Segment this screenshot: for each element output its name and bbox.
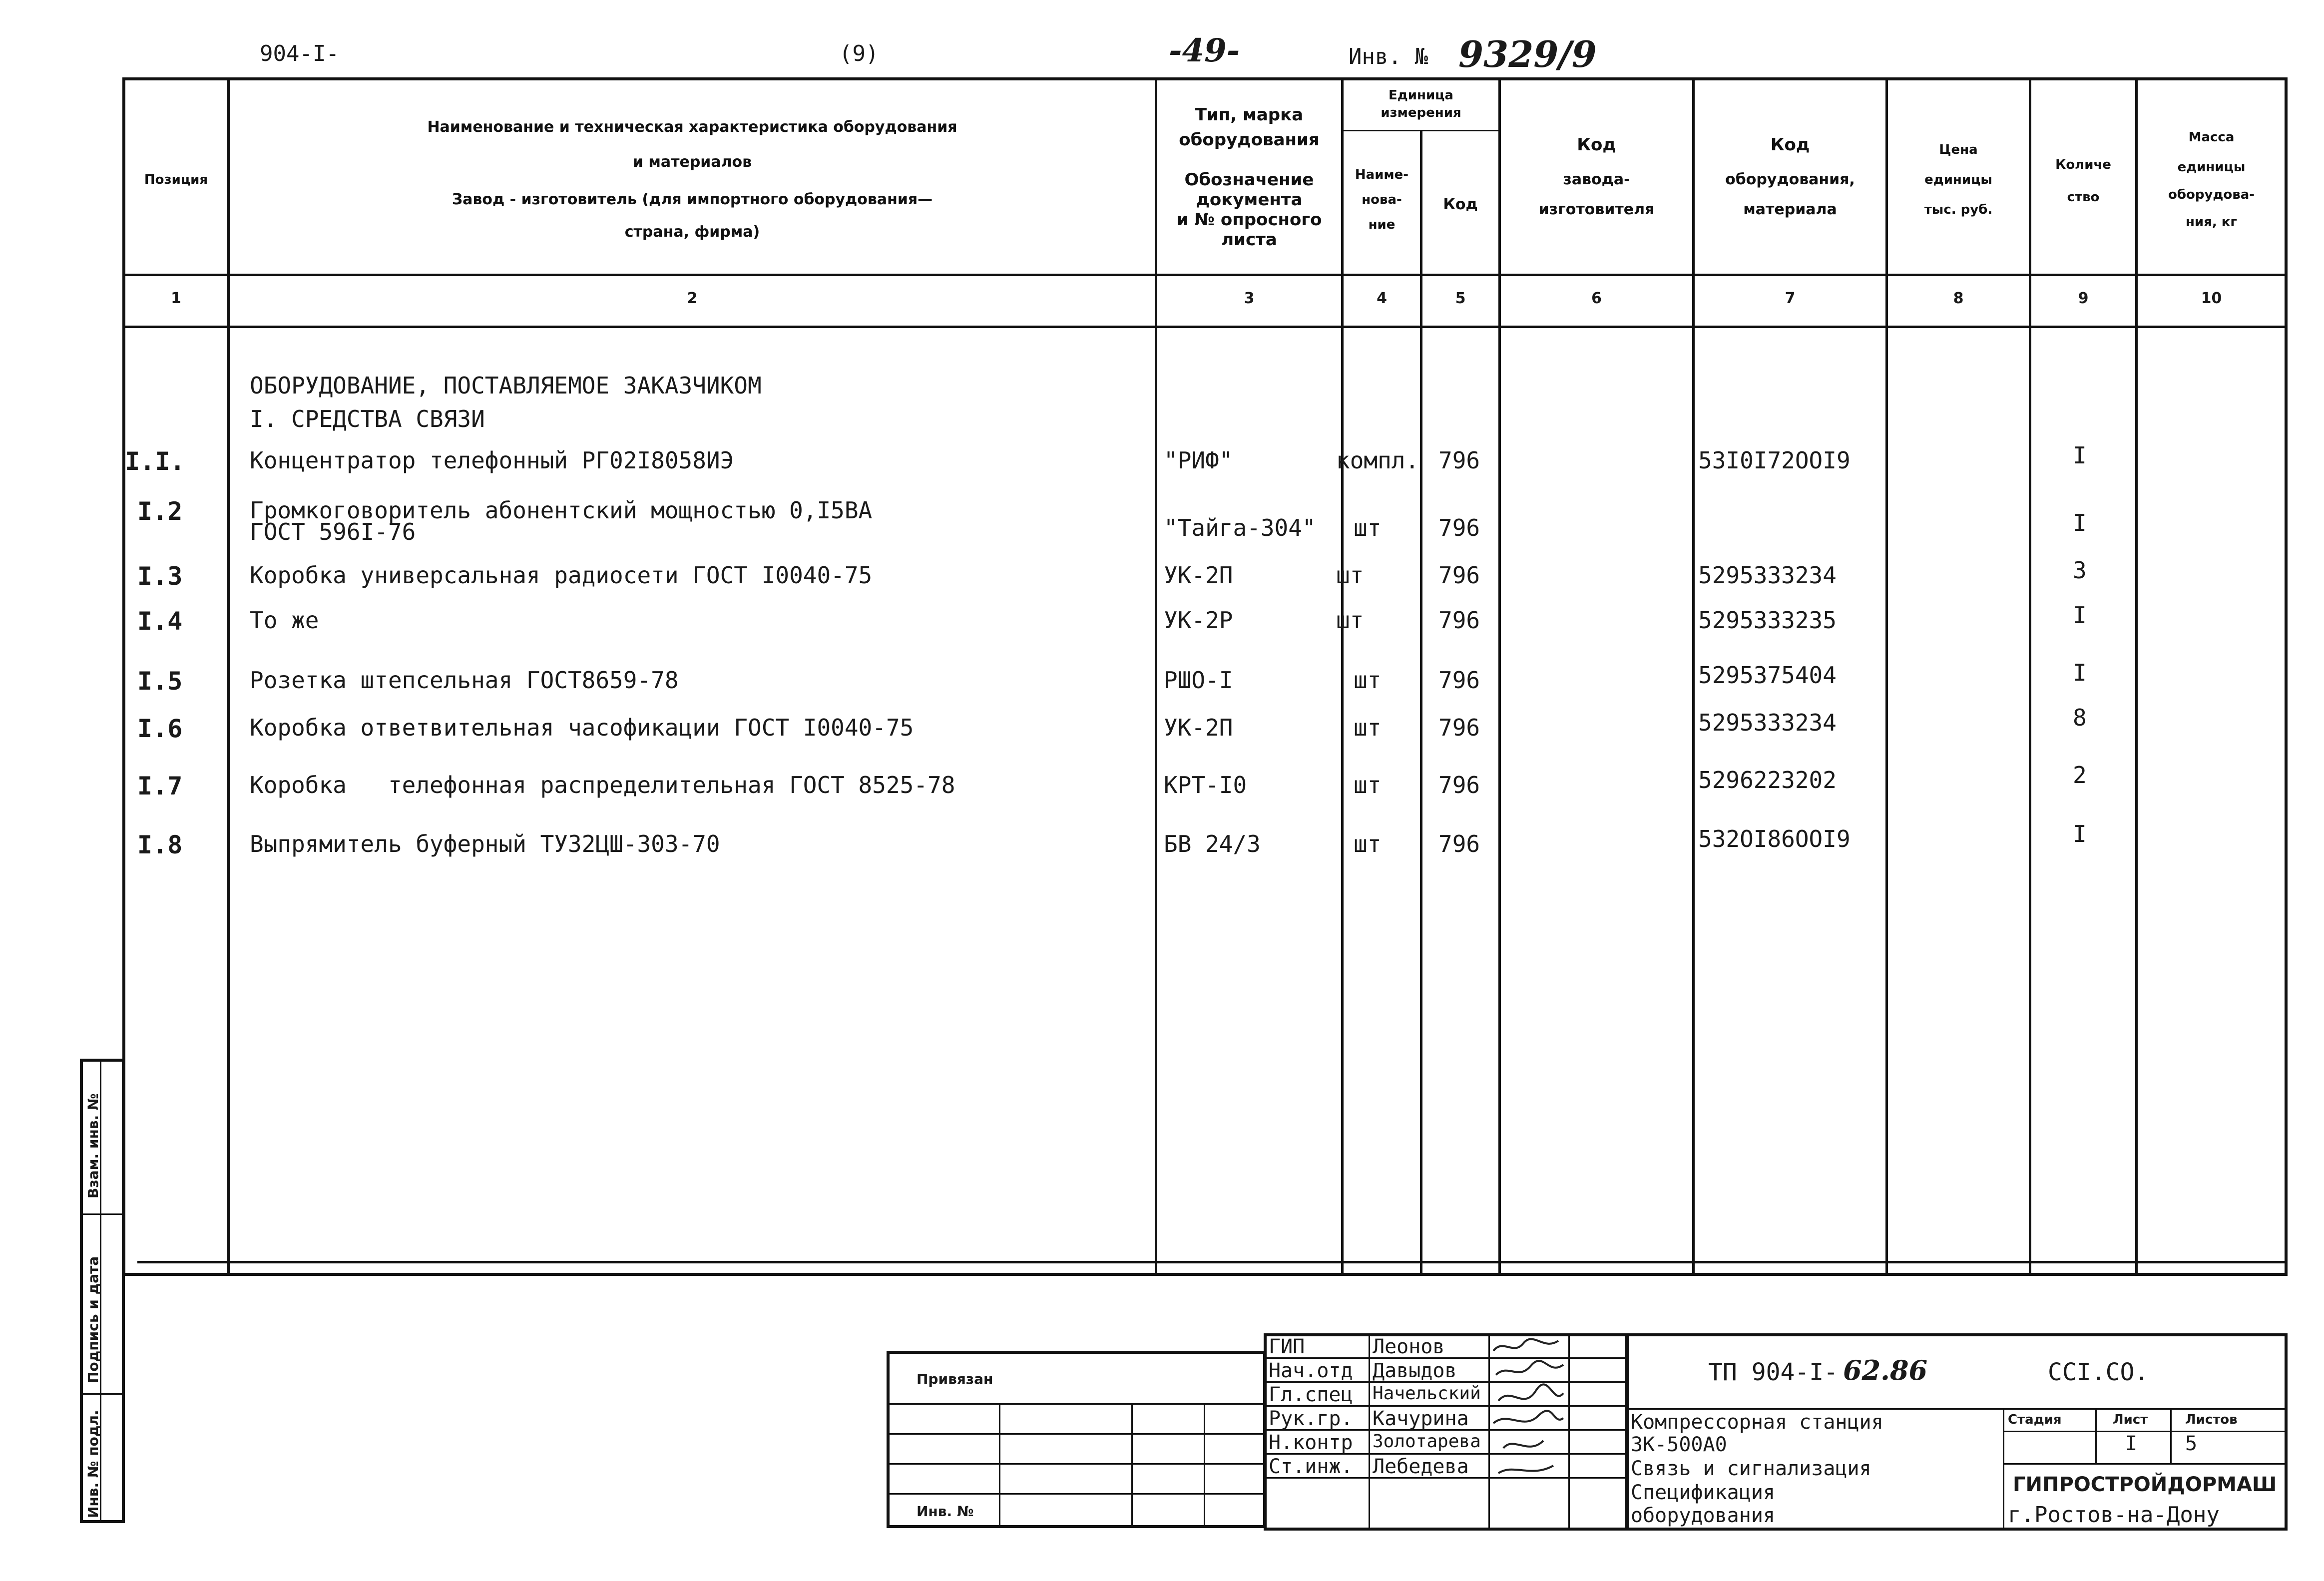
row-equip-code: 5296223202 [1698, 767, 1837, 793]
sign-row-line [1266, 1357, 1626, 1359]
row-qty: I [2073, 509, 2087, 536]
inv-label: Инв. № [1349, 44, 1428, 69]
col-line [1341, 80, 1344, 1273]
header-equip-code-l1: Код [1770, 135, 1810, 155]
row-unit-code: 796 [1438, 562, 1480, 589]
row-name: Коробка телефонная распределительная ГОСТ 8525-78 [250, 772, 955, 798]
header-name-l2: и материалов [632, 153, 752, 171]
side-divider [82, 1213, 125, 1215]
binding-label: Привязан [917, 1371, 993, 1387]
colnum: 2 [687, 290, 698, 307]
row-unit-code: 796 [1438, 667, 1480, 694]
colnum: 8 [1953, 290, 1964, 307]
header-equip-code-l3: материала [1743, 201, 1837, 218]
col-line [1498, 80, 1501, 1273]
doc-hand-number: 62.86 [1843, 1354, 1928, 1386]
title-divider [2170, 1409, 2172, 1463]
row-equip-code: 5295375404 [1698, 662, 1837, 689]
doc-code: CCI.CO. [2048, 1358, 2149, 1386]
col-line [2135, 80, 2138, 1273]
binding-divider [889, 1493, 1264, 1495]
sheet-label: Лист [2113, 1412, 2148, 1427]
row-unit: шт [1354, 830, 1382, 857]
sign-role: Рук.гр. [1269, 1407, 1353, 1430]
inv-number: 9329/9 [1458, 33, 1597, 75]
sign-name: Давыдов [1373, 1359, 1457, 1382]
header-unit-name-l2: нова- [1362, 192, 1402, 207]
header-type-l5: и № опросного [1176, 210, 1322, 230]
row-type: КРТ-I0 [1164, 772, 1247, 798]
org-name: ГИПРОСТРОЙДОРМАШ [2013, 1473, 2277, 1496]
header-mass-l4: ния, кг [2185, 215, 2238, 230]
colnum: 3 [1244, 290, 1255, 307]
row-unit: шт [1354, 667, 1382, 694]
header-factory-code-l3: изготовителя [1538, 201, 1655, 218]
sheet-paren: (9) [839, 41, 879, 66]
header-name-l1: Наименование и техническая характеристика оборудования [427, 118, 957, 136]
unit-header-line [1344, 130, 1498, 131]
header-mass-l3: оборудова- [2168, 187, 2255, 202]
header-qty-l1: Количе [2055, 157, 2111, 172]
colnum-bottom-line [125, 326, 2285, 328]
header-unit-name-l1: Наиме- [1355, 167, 1409, 182]
header-factory-code-l2: завода- [1563, 171, 1630, 188]
header-price-l1: Цена [1939, 142, 1978, 157]
col-line [2029, 80, 2031, 1273]
row-unit: шт [1336, 607, 1364, 634]
colnum: 9 [2078, 290, 2089, 307]
row-type: "РИФ" [1164, 447, 1233, 474]
header-qty-l2: ство [2067, 190, 2100, 205]
header-unit-l2: измерения [1381, 105, 1461, 120]
header-unit-name-l3: ние [1368, 217, 1395, 232]
row-equip-code: 532OI86OOI9 [1698, 825, 1851, 852]
colnum: 5 [1455, 290, 1466, 307]
binding-divider [889, 1463, 1264, 1465]
title-divider [1628, 1408, 2285, 1410]
row-qty: 3 [2073, 557, 2087, 584]
doc-title-l4: Спецификация [1631, 1481, 1775, 1504]
row-name: То же [250, 607, 319, 634]
header-name-l4: страна, фирма) [624, 223, 760, 241]
row-name: Коробка универсальная радиосети ГОСТ I0040-75 [250, 562, 873, 589]
doc-title-l1: Компрессорная станция [1631, 1411, 1883, 1434]
title-divider [2004, 1431, 2285, 1432]
sign-role: Н.контр [1269, 1431, 1353, 1454]
row-qty: 8 [2073, 704, 2087, 731]
row-unit: шт [1354, 714, 1382, 741]
row-equip-code: 5295333235 [1698, 607, 1837, 634]
colnum: 7 [1785, 290, 1796, 307]
col-line [227, 80, 230, 1273]
org-city: г.Ростов-на-Дону [2008, 1502, 2220, 1528]
sign-name: Леонов [1373, 1335, 1445, 1358]
sheet-value: I [2125, 1432, 2138, 1455]
row-position: I.8 [137, 830, 183, 859]
header-unit-l1: Единица [1389, 88, 1453, 103]
colnum: 6 [1591, 290, 1602, 307]
row-type: БВ 24/3 [1164, 830, 1261, 857]
header-equip-code-l2: оборудования, [1725, 171, 1855, 188]
row-qty: 2 [2073, 762, 2087, 789]
header-factory-code-l1: Код [1577, 135, 1616, 155]
sign-divider [1369, 1336, 1370, 1528]
side-label-replace-inv: Взам. инв. № [85, 1093, 101, 1198]
row-unit-code: 796 [1438, 607, 1480, 634]
body-bottom-line [137, 1261, 2285, 1263]
sign-role: Ст.инж. [1269, 1455, 1353, 1478]
row-unit: шт [1354, 772, 1382, 798]
title-divider [2003, 1409, 2004, 1528]
row-position: I.7 [137, 772, 183, 800]
side-label-signature-date: Подпись и дата [85, 1256, 101, 1383]
row-position: I.4 [137, 607, 183, 636]
row-position: I.5 [137, 667, 183, 696]
col-line [1155, 80, 1157, 1273]
row-unit-code: 796 [1438, 772, 1480, 798]
side-divider [82, 1393, 125, 1395]
doc-title-l2: 3К-500А0 [1631, 1433, 1727, 1456]
row-position: I.2 [137, 497, 183, 526]
row-qty: I [2073, 602, 2087, 629]
row-name: Розетка штепсельная ГОСТ8659-78 [250, 667, 679, 694]
series-number: 904-I- [260, 41, 339, 66]
sign-name: Начельский [1373, 1383, 1481, 1404]
binding-inv-label: Инв. № [917, 1503, 974, 1520]
header-price-l2: единицы [1924, 172, 1992, 187]
sign-name: Золотарева [1373, 1431, 1481, 1452]
row-unit-code: 796 [1438, 714, 1480, 741]
section-title: ОБОРУДОВАНИЕ, ПОСТАВЛЯЕМОЕ ЗАКАЗЧИКОМ [250, 372, 762, 399]
sheets-value: 5 [2185, 1432, 2198, 1455]
header-price-l3: тыс. руб. [1924, 202, 1993, 217]
row-unit: компл. [1336, 447, 1419, 474]
row-name: Выпрямитель буферный ТУ32ЦШ-303-70 [250, 830, 720, 857]
row-type: УК-2Р [1164, 607, 1233, 634]
row-qty: I [2073, 820, 2087, 847]
sign-role: Гл.спец [1269, 1383, 1353, 1406]
row-name: Коробка ответвительная часофикации ГОСТ I0040-75 [250, 714, 914, 741]
row-qty: I [2073, 659, 2087, 686]
header-type-l1: Тип, марка [1195, 105, 1304, 125]
signatures-scribble [1488, 1336, 1568, 1481]
row-name: Громкоговоритель абонентский мощностью 0,I5ВА [250, 497, 873, 524]
doc-prefix: ТП 904-I- [1708, 1358, 1839, 1386]
colnum: 1 [171, 290, 181, 307]
title-divider [2004, 1463, 2285, 1465]
row-equip-code: 5295333234 [1698, 709, 1837, 736]
row-unit-code: 796 [1438, 514, 1480, 541]
stage-label: Стадия [2008, 1412, 2062, 1427]
header-type-l4: документа [1196, 190, 1303, 210]
colnum: 10 [2201, 290, 2222, 307]
row-type: "Тайга-304" [1164, 514, 1316, 541]
header-mass-l1: Масса [2188, 130, 2235, 145]
header-mass-l2: единицы [2177, 160, 2246, 175]
row-name-line2: ГОСТ 596I-76 [250, 518, 416, 545]
header-position: Позиция [144, 172, 208, 187]
row-type: УК-2П [1164, 714, 1233, 741]
row-position: I.6 [137, 714, 183, 743]
row-position: I.3 [137, 562, 183, 591]
header-unit-code: Код [1443, 196, 1478, 213]
sign-role: Нач.отд [1269, 1359, 1353, 1382]
header-type-l2: оборудования [1179, 130, 1320, 150]
title-divider [2095, 1409, 2097, 1463]
doc-title-l3: Связь и сигнализация [1631, 1457, 1871, 1480]
page-number: -49- [1169, 32, 1240, 69]
row-type: РШО-I [1164, 667, 1233, 694]
row-unit: шт [1354, 514, 1382, 541]
row-unit: шт [1336, 562, 1364, 589]
row-position: I.I. [125, 447, 185, 476]
binding-divider [889, 1433, 1264, 1435]
header-name-l3: Завод - изготовитель (для импортного оборудования— [452, 191, 933, 208]
header-type-l3: Обозначение [1184, 170, 1314, 190]
binding-divider [889, 1403, 1264, 1405]
col-line [1692, 80, 1695, 1273]
row-unit-code: 796 [1438, 830, 1480, 857]
header-type-l6: листа [1221, 230, 1277, 250]
sign-divider [1568, 1336, 1570, 1528]
row-type: УК-2П [1164, 562, 1233, 589]
row-unit-code: 796 [1438, 447, 1480, 474]
row-name: Концентратор телефонный РГ02I8058ИЭ [250, 447, 734, 474]
row-equip-code: 5295333234 [1698, 562, 1837, 589]
col-line [1885, 80, 1888, 1273]
row-equip-code: 53I0I72OOI9 [1698, 447, 1851, 474]
sheets-label: Листов [2185, 1412, 2238, 1427]
sign-name: Лебедева [1373, 1455, 1469, 1478]
sign-role: ГИП [1269, 1335, 1305, 1358]
colnum: 4 [1377, 290, 1387, 307]
doc-title-l5: оборудования [1631, 1504, 1775, 1527]
sign-name: Качурина [1373, 1407, 1469, 1430]
row-qty: I [2073, 442, 2087, 469]
header-bottom-line [125, 274, 2285, 276]
section-subtitle: I. СРЕДСТВА СВЯЗИ [250, 405, 485, 432]
side-label-orig-inv: Инв. № подл. [85, 1410, 101, 1518]
